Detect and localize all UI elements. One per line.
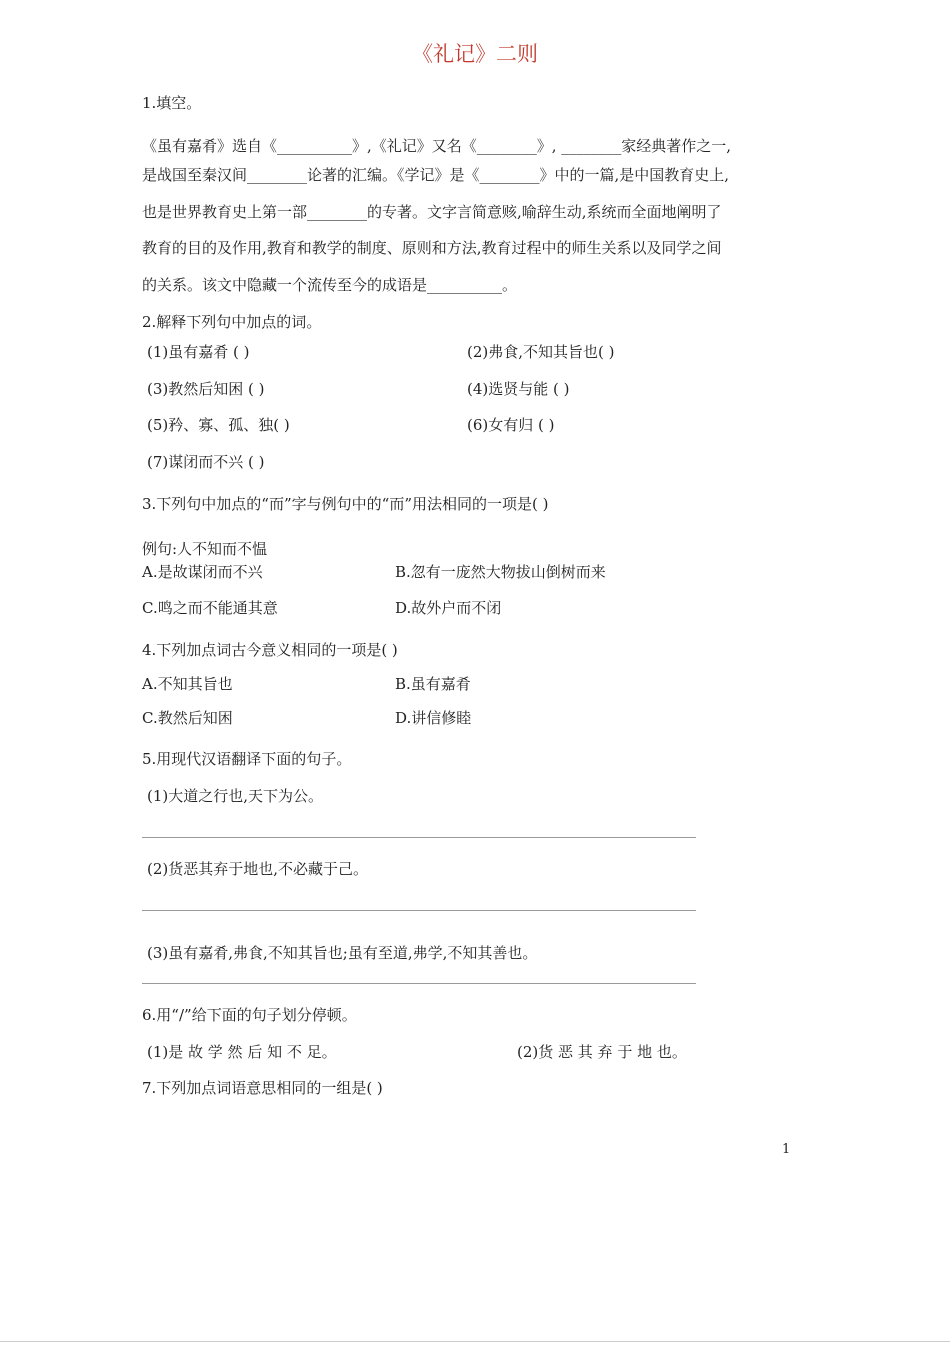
page-title: 《礼记》二则	[412, 42, 538, 66]
q2-item-7: (7)谋闭而不兴 ( )	[147, 453, 265, 471]
q2-item-2: (2)弗食,不知其旨也( )	[467, 343, 615, 361]
q1-line-1: 《虽有嘉肴》选自《__________》,《礼记》又名《________》, ________家经典著作之一,	[142, 137, 732, 155]
q1-line-4: 教育的目的及作用,教育和教学的制度、原则和方法,教育过程中的师生关系以及同学之间	[142, 239, 722, 257]
q6-item-1: (1)是 故 学 然 后 知 不 足。	[147, 1043, 337, 1061]
q6-heading: 6.用“/”给下面的句子划分停顿。	[142, 1006, 357, 1024]
q2-heading: 2.解释下列句中加点的词。	[142, 313, 322, 331]
q1-line-5: 的关系。该文中隐藏一个流传至今的成语是__________。	[142, 276, 518, 294]
q2-item-1: (1)虽有嘉肴 ( )	[147, 343, 250, 361]
q6-item-2: (2)货 恶 其 弃 于 地 也。	[517, 1043, 687, 1061]
q4-option-b: B.虽有嘉肴	[395, 675, 471, 693]
q3-heading: 3.下列句中加点的“而”字与例句中的“而”用法相同的一项是( )	[142, 495, 549, 513]
q3-option-a: A.是故谋闭而不兴	[142, 563, 263, 581]
q5-heading: 5.用现代汉语翻译下面的句子。	[142, 750, 352, 768]
q5-item-1: (1)大道之行也,天下为公。	[147, 787, 324, 805]
q4-option-c: C.教然后知困	[142, 709, 233, 727]
q3-example: 例句:人不知而不愠	[142, 540, 268, 558]
q7-heading: 7.下列加点词语意思相同的一组是( )	[142, 1079, 383, 1097]
q2-item-3: (3)教然后知困 ( )	[147, 380, 265, 398]
q1-line-3: 也是世界教育史上第一部________的专著。文字言简意赅,喻辞生动,系统而全面地阐明了	[142, 203, 722, 221]
q4-option-d: D.讲信修睦	[395, 709, 472, 727]
q2-item-4: (4)选贤与能 ( )	[467, 380, 570, 398]
q2-item-5: (5)矜、寡、孤、独( )	[147, 416, 290, 434]
answer-line-2	[142, 910, 696, 911]
page-number: 1	[782, 1142, 791, 1157]
q1-heading: 1.填空。	[142, 94, 202, 112]
q5-item-3: (3)虽有嘉肴,弗食,不知其旨也;虽有至道,弗学,不知其善也。	[147, 944, 538, 962]
q3-option-b: B.忽有一庞然大物拔山倒树而来	[395, 563, 606, 581]
q2-item-6: (6)女有归 ( )	[467, 416, 555, 434]
q4-heading: 4.下列加点词古今意义相同的一项是( )	[142, 641, 398, 659]
answer-line-3	[142, 983, 696, 984]
q4-option-a: A.不知其旨也	[142, 675, 233, 693]
q3-option-d: D.故外户而不闭	[395, 599, 502, 617]
q5-item-2: (2)货恶其弃于地也,不必藏于己。	[147, 860, 369, 878]
page-bottom-divider	[0, 1341, 950, 1342]
q3-option-c: C.鸣之而不能通其意	[142, 599, 278, 617]
answer-line-1	[142, 837, 696, 838]
q1-line-2: 是战国至秦汉间________论著的汇编。《学记》是《________》中的一篇,是中国教育史上,	[142, 166, 730, 184]
